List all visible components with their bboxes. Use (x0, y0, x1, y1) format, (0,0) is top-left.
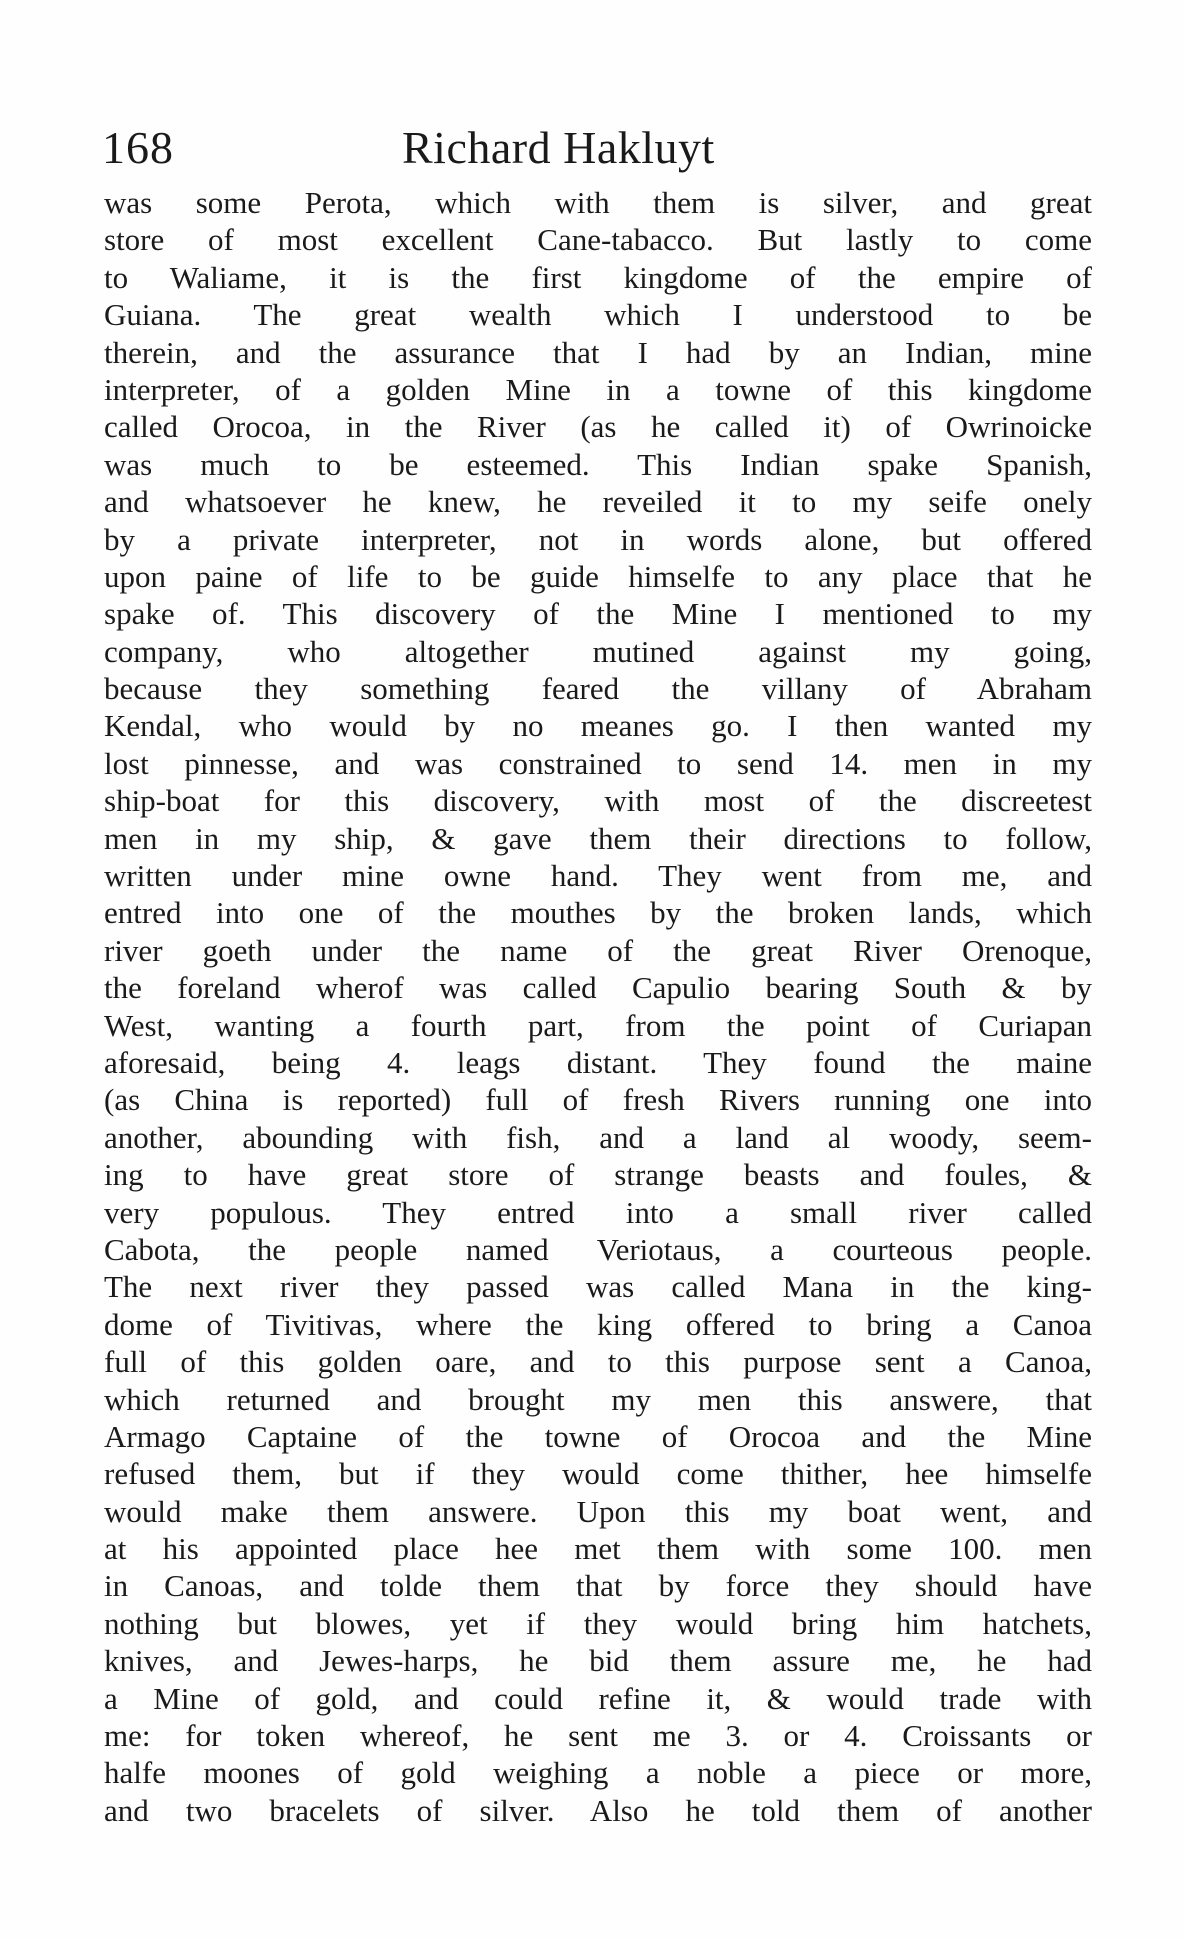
text-line: by a private interpreter, not in words alone, but offered (104, 521, 1092, 557)
text-line: ing to have great store of strange beasts and foules, & (104, 1157, 1092, 1193)
text-line: nothing but blowes, yet if they would bring him hatchets, (104, 1605, 1092, 1641)
text-line: Cabota, the people named Veriotaus, a courteous people. (104, 1231, 1092, 1267)
text-line: a Mine of gold, and could refine it, & would trade with (104, 1680, 1092, 1716)
text-line: lost pinnesse, and was constrained to send 14. men in my (104, 745, 1092, 781)
text-line: was much to be esteemed. This Indian spake Spanish, (104, 446, 1092, 482)
text-line: another, abounding with fish, and a land al woody, seem- (104, 1119, 1092, 1155)
text-line: dome of Tivitivas, where the king offered to bring a Canoa (104, 1306, 1092, 1342)
text-line: Guiana. The great wealth which I understood to be (104, 297, 1092, 333)
page-number: 168 (102, 122, 174, 173)
text-line: very populous. They entred into a small river called (104, 1194, 1092, 1230)
text-line: upon paine of life to be guide himselfe to any place that he (104, 558, 1092, 594)
text-line: to Waliame, it is the first kingdome of the empire of (104, 259, 1092, 295)
text-line: halfe moones of gold weighing a noble a piece or more, (104, 1755, 1092, 1791)
text-line: Kendal, who would by no meanes go. I then wanted my (104, 708, 1092, 744)
page-header (102, 118, 1092, 178)
text-line: me: for token whereof, he sent me 3. or 4. Croissants or (104, 1718, 1092, 1754)
text-line: would make them answere. Upon this my boat went, and (104, 1493, 1092, 1529)
text-line: company, who altogether mutined against my going, (104, 633, 1092, 669)
text-line: aforesaid, being 4. leags distant. They found the maine (104, 1044, 1092, 1080)
text-line: in Canoas, and tolde them that by force they should have (104, 1568, 1092, 1604)
text-line: called Orocoa, in the River (as he called it) of Owrinoicke (104, 409, 1092, 445)
text-line: refused them, but if they would come thither, hee himselfe (104, 1456, 1092, 1492)
text-line: at his appointed place hee met them with some 100. men (104, 1531, 1092, 1567)
text-line: because they something feared the villany of Abraham (104, 671, 1092, 707)
text-line: which returned and brought my men this answere, that (104, 1381, 1092, 1417)
running-head: Richard Hakluyt (402, 122, 715, 173)
text-line: the foreland wherof was called Capulio bearing South & by (104, 970, 1092, 1006)
text-line: was some Perota, which with them is silver, and great (104, 185, 1092, 220)
text-line: West, wanting a fourth part, from the point of Curiapan (104, 1007, 1092, 1043)
text-line: river goeth under the name of the great River Orenoque, (104, 932, 1092, 968)
text-line: Armago Captaine of the towne of Orocoa and the Mine (104, 1418, 1092, 1454)
body-text (104, 184, 1092, 1829)
text-line: ship-boat for this discovery, with most of the discreetest (104, 783, 1092, 819)
text-line: entred into one of the mouthes by the broken lands, which (104, 895, 1092, 931)
text-line: knives, and Jewes-harps, he bid them assure me, he had (104, 1643, 1092, 1679)
text-line: therein, and the assurance that I had by an Indian, mine (104, 334, 1092, 370)
text-line: and two bracelets of silver. Also he told them of another (104, 1792, 1092, 1828)
text-line: (as China is reported) full of fresh Rivers running one into (104, 1082, 1092, 1118)
text-line: store of most excellent Cane-tabacco. But lastly to come (104, 222, 1092, 258)
text-line: interpreter, of a golden Mine in a towne of this kingdome (104, 371, 1092, 407)
text-line: The next river they passed was called Mana in the king- (104, 1269, 1092, 1305)
text-line: men in my ship, & gave them their directions to follow, (104, 820, 1092, 856)
text-line: and whatsoever he knew, he reveiled it to my seife onely (104, 484, 1092, 520)
text-line: spake of. This discovery of the Mine I mentioned to my (104, 596, 1092, 632)
text-line: full of this golden oare, and to this purpose sent a Canoa, (104, 1344, 1092, 1380)
text-line: written under mine owne hand. They went from me, and (104, 858, 1092, 894)
